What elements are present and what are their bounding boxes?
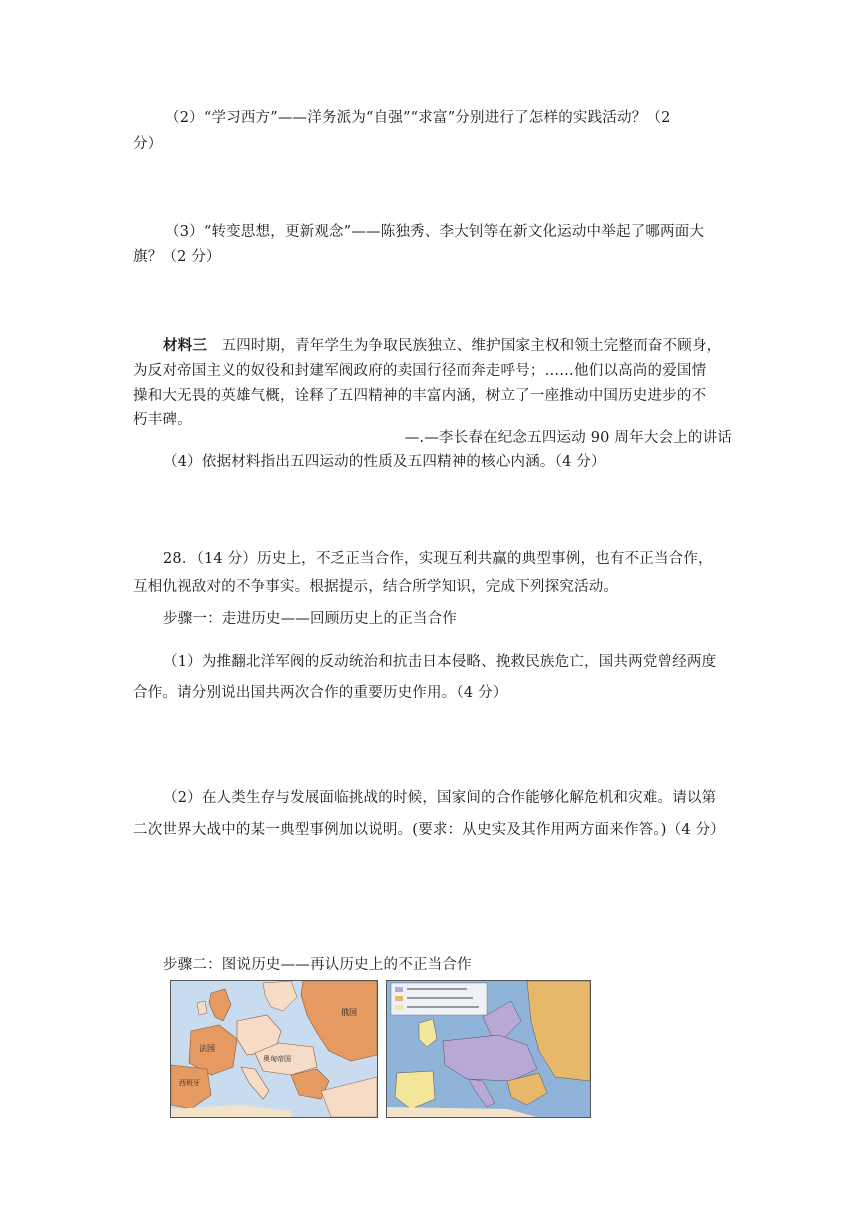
- q2-line-1: （2）“学习西方”——洋务派为“自强”“求富”分别进行了怎样的实践活动？（2: [165, 110, 671, 126]
- material3-label: 材料三: [163, 337, 208, 354]
- map1-label-austria: 奥匈帝国: [263, 1055, 291, 1063]
- material3-line-2: 为反对帝国主义的奴役和封建军阀政府的卖国行径而奔走呼号；……他们以高尚的爱国情: [133, 363, 707, 379]
- q28-line-2: 互相仇视敌对的不争事实。根据提示，结合所学知识，完成下列探究活动。: [133, 579, 619, 595]
- step2-heading: 步骤二：图说历史——再认历史上的不正当合作: [163, 957, 472, 973]
- europe-map-1-graphic: [171, 981, 377, 1117]
- material3-line-1: [163, 336, 721, 356]
- q28-p1-line-1: （1）为推翻北洋军阀的反动统治和抗击日本侵略、挽救民族危亡，国共两党曾经两度: [163, 654, 717, 670]
- material3-line-4: 朽丰碑。: [133, 412, 192, 428]
- q28-p1-line-2: 合作。请分别说出国共两次合作的重要历史作用。（4 分）: [133, 685, 508, 701]
- q28-p2-line-2: 二次世界大战中的某一典型事例加以说明。(要求：从史实及其作用两方面来作答。)（4 分）: [133, 822, 725, 838]
- q3-line-2: 旗？（2 分）: [133, 249, 221, 265]
- map1-label-spain: 西班牙: [179, 1079, 200, 1087]
- map1-label-france: 法国: [199, 1044, 215, 1053]
- europe-map-2: [386, 980, 591, 1118]
- step1-heading: 步骤一：走进历史——回顾历史上的正当合作: [163, 611, 457, 627]
- q2-line-2: 分）: [133, 136, 163, 152]
- q28-p2-line-1: （2）在人类生存与发展面临挑战的时候，国家间的合作能够化解危机和灾难。请以第: [163, 790, 717, 806]
- europe-map-2-graphic: [387, 981, 590, 1117]
- q3-line-1: （3）“转变思想，更新观念”——陈独秀、李大钊等在新文化运动中举起了哪两面大: [165, 224, 705, 240]
- q28-line-1: 28．（14 分）历史上，不乏正当合作，实现互利共赢的典型事例，也有不正当合作，: [163, 551, 713, 567]
- map1-label-russia: 俄国: [341, 1008, 357, 1017]
- material3-line-3: 操和大无畏的英雄气概，诠释了五四精神的丰富内涵，树立了一座推动中国历史进步的不: [133, 388, 707, 404]
- material3-text-1: 五四时期，青年学生为争取民族独立、维护国家主权和领土完整而奋不顾身，: [221, 338, 722, 354]
- q4-line: （4）依据材料指出五四运动的性质及五四精神的核心内涵。（4 分）: [163, 454, 606, 470]
- europe-map-1: [170, 980, 378, 1118]
- material3-source: —.—李长春在纪念五四运动 90 周年大会上的讲话: [404, 430, 732, 446]
